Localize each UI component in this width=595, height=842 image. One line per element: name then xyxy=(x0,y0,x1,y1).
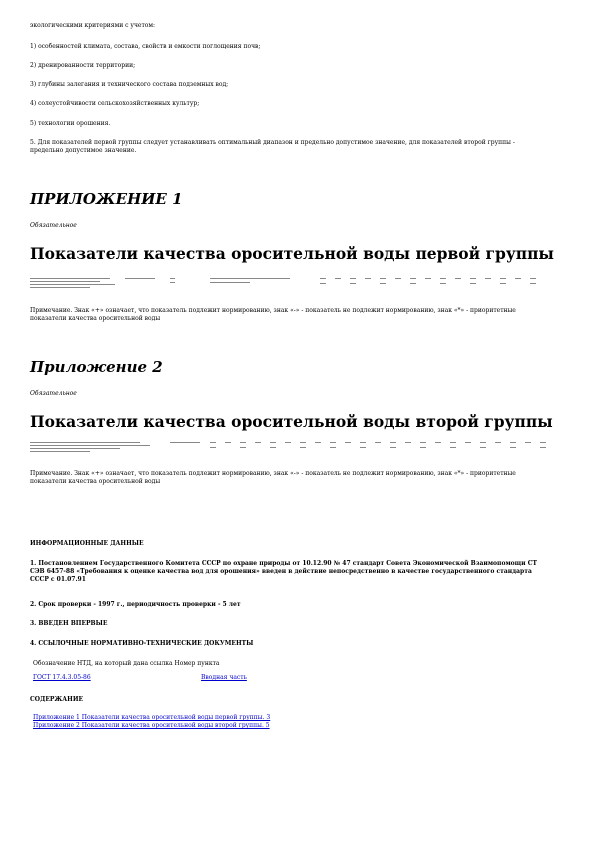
info-paragraph-1: 1. Постановлением Государственного Комитета СССР по охране природы от 10.12.90 № 47 стандарт Совета Экономической Взаимопомощи СТ СЭВ 6457-88 «Требования к оценке качества вод для орошения» введен в действие непосредственно в качестве государственного стандарта СССР с 01.07.91 xyxy=(30,560,537,583)
intro-lead: экологическими критериями с учетом: xyxy=(30,22,156,29)
toc-item-appendix1[interactable]: Приложение 1 Показатели качества оросительной воды первой группы. 3 xyxy=(33,714,271,721)
appendix1-title: Показатели качества оросительной воды первой группы xyxy=(30,244,554,263)
reference-doc-link[interactable]: ГОСТ 17.4.3.05-86 xyxy=(33,674,91,681)
info-paragraph-3: 3. ВВЕДЕН ВПЕРВЫЕ xyxy=(30,620,108,627)
appendix2-status: Обязательное xyxy=(30,390,77,397)
reference-point-link[interactable]: Вводная часть xyxy=(201,674,247,681)
intro-item-2: 2) дренированности территории; xyxy=(30,62,136,69)
appendix2-table xyxy=(30,440,560,452)
toc-item-appendix2[interactable]: Приложение 2 Показатели качества оросительной воды второй группы. 5 xyxy=(33,722,270,729)
appendix1-heading: ПРИЛОЖЕНИЕ 1 xyxy=(30,190,183,208)
appendix1-status: Обязательное xyxy=(30,222,77,229)
intro-item-4: 4) солеустойчивости сельскохозяйственных культур; xyxy=(30,100,200,107)
appendix1-table xyxy=(30,276,560,288)
intro-item-1: 1) особенностей климата, состава, свойств и емкости поглощения почв; xyxy=(30,43,261,50)
info-heading: ИНФОРМАЦИОННЫЕ ДАННЫЕ xyxy=(30,540,144,547)
references-table-header: Обозначение НТД, на который дана ссылка Номер пункта xyxy=(33,660,220,667)
intro-note-5: 5. Для показателей первой группы следует устанавливать оптимальный диапазон и предельно допустимое значение, для показателей второй группы - предельно допустимое значение. xyxy=(30,139,515,154)
appendix2-heading: Приложение 2 xyxy=(30,358,163,376)
table-of-contents xyxy=(33,714,270,730)
info-paragraph-4: 4. ССЫЛОЧНЫЕ НОРМАТИВНО-ТЕХНИЧЕСКИЕ ДОКУМЕНТЫ xyxy=(30,640,254,647)
appendix2-note: Примечание. Знак «+» означает, что показатель подлежит нормированию, знак «-» - показатель не подлежит нормированию, знак «*» - приоритетные показатели качества оросительной воды xyxy=(30,470,516,485)
intro-item-5: 5) технологии орошения. xyxy=(30,120,111,127)
intro-item-3: 3) глубины залегания и технического состава подземных вод; xyxy=(30,81,229,88)
toc-heading: СОДЕРЖАНИЕ xyxy=(30,696,84,703)
appendix1-note: Примечание. Знак «+» означает, что показатель подлежит нормированию, знак «-» - показатель не подлежит нормированию, знак «*» - приоритетные показатели качества оросительной воды xyxy=(30,307,516,322)
info-paragraph-2: 2. Срок проверки - 1997 г., периодичность проверки - 5 лет xyxy=(30,601,241,608)
appendix2-title: Показатели качества оросительной воды второй группы xyxy=(30,412,553,431)
